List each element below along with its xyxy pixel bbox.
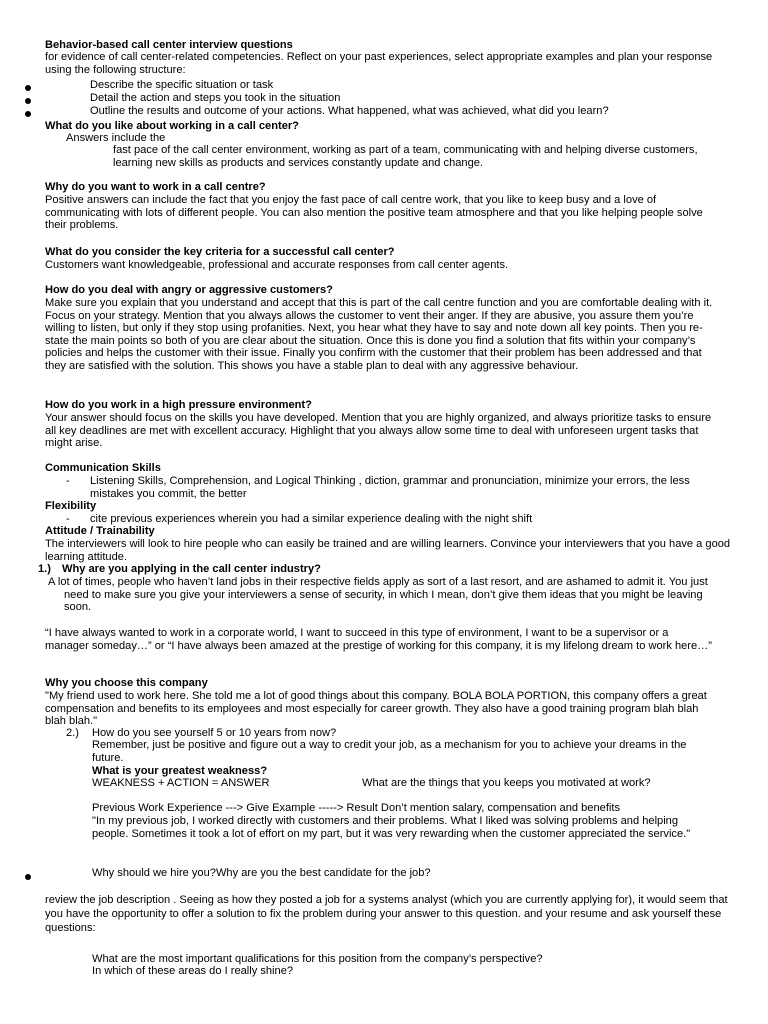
question-criteria: What do you consider the key criteria for a successful call center? [45,246,395,258]
answer-company: "My friend used to work here. She told me a lot of good things about this company. BOLA BOLA PORTION, this company offers a great compensation and benefits to its employees and most especially for career growth. They also have a good training program blah blah blah blah." [45,690,707,727]
bullet-icon [25,85,31,91]
dash-icon: - [66,475,70,487]
intro-bullet-3: Outline the results and outcome of your actions. What happened, what was achieved, what did you learn? [90,105,609,117]
answer-future: Remember, just be positive and figure out a way to credit your job, as a mechanism for you to achieve your dreams in the future. [92,739,687,764]
communication-text: Listening Skills, Comprehension, and Logical Thinking , diction, grammar and pronunciation, minimize your errors, the less mistakes you commit, the better [90,475,690,500]
dash-icon: - [66,513,70,525]
communication-title: Communication Skills [45,462,161,474]
question-like: What do you like about working in a call center? [45,120,299,132]
quote-previous-job: "In my previous job, I worked directly with customers and their problems. What I liked was solving problems and helping people. Sometimes it took a lot of effort on my part, but it was very rewarding when the customer appreciated the service." [92,815,691,840]
question-hire: Why should we hire you?Why are you the best candidate for the job? [92,867,431,879]
intro-text: for evidence of call center-related competencies. Reflect on your past experiences, select appropriate examples and plan your response using the following structure: [45,51,713,76]
question-future: How do you see yourself 5 or 10 years from now? [92,727,337,739]
answer-angry: Make sure you explain that you understand and accept that this is part of the call centre function and you are comfortable dealing with it. Focus on your strategy. Mention that you always allows the customer to vent their anger. If they are abusive, you assure them you’re willing to listen, but only if they stop using profanities. Next, you hear what they have to say and note down all key points. Then you re-state the main points so both of you are clear about the situation. Once this is done you find a solution that fits within your company’s policies and helps the customer with their issue. Finally you confirm with the customer that their problem has been addressed and that they are satisfied with the solution. This shows you have a stable plan to deal with any aggressive behaviour. [45,297,713,372]
weakness-formula: WEAKNESS + ACTION = ANSWER [92,777,270,789]
question-industry: Why are you applying in the call center industry? [62,563,321,575]
answer-like: fast pace of the call center environment, working as part of a team, communicating with and helping diverse customers, learning new skills as products and services constantly update and change. [113,144,698,169]
answer-criteria: Customers want knowledgeable, professional and accurate responses from call center agents. [45,259,509,271]
answer-pressure: Your answer should focus on the skills you have developed. Mention that you are highly organized, and always prioritize tasks to ensure all key deadlines are met with excellent accuracy. Highlight that you always allow some time to deal with unforeseen urgent tasks that might arise. [45,412,712,449]
flexibility-title: Flexibility [45,500,97,512]
question-why: Why do you want to work in a call centre? [45,181,266,193]
intro-bullet-2: Detail the action and steps you took in the situation [90,92,341,104]
question-pressure: How do you work in a high pressure environment? [45,399,312,411]
sub-question-2: In which of these areas do I really shine? [92,965,294,977]
question-company: Why you choose this company [45,677,208,689]
attitude-title: Attitude / Trainability [45,525,155,537]
intro-bullet-1: Describe the specific situation or task [90,79,274,91]
quote-industry: “I have always wanted to work in a corporate world, I want to succeed in this type of environment, I want to be a supervisor or a manager someday…” or “I have always been amazed at the prestige of working for this company, it is my lifelong dream to work here…” [45,627,712,652]
question-weakness: What is your greatest weakness? [92,765,268,777]
bullet-icon [25,874,31,880]
answer-hire: review the job description . Seeing as how they posted a job for a systems analyst (which you are currently applying for), it would seem that you have the opportunity to offer a solution to fix the problem during your answer to this question. and your resume and ask yourself these questions: [45,894,728,934]
previous-experience: Previous Work Experience ---> Give Example -----> Result Don’t mention salary, compensation and benefits [92,802,620,814]
bullet-icon [25,98,31,104]
question-number-2: 2.) [66,727,79,739]
question-angry: How do you deal with angry or aggressive customers? [45,284,333,296]
attitude-text: The interviewers will look to hire people who can easily be trained and are willing learners. Convince your interviewers that you have a good learning attitude. [45,538,731,563]
bullet-icon [25,111,31,117]
sub-question-1: What are the most important qualifications for this position from the company’s perspective? [92,953,543,965]
question-motivated: What are the things that you keeps you motivated at work? [362,777,651,789]
intro-title: Behavior-based call center interview questions [45,39,293,51]
answer-industry: A lot of times, people who haven’t land jobs in their respective fields apply as sort of a last resort, and are ashamed to admit it. You just need to make sure you give your interviewers a sense of security, in which I mean, don’t give them ideas that you might be leaving soon. [48,576,708,613]
question-number-1: 1.) [38,563,51,575]
answer-why: Positive answers can include the fact that you enjoy the fast pace of call centre work, that you like to keep busy and a love of communicating with lots of different people. You can also mention the positive team atmosphere and that you like helping people solve their problems. [45,194,703,231]
flexibility-text: cite previous experiences wherein you had a similar experience dealing with the night shift [90,513,533,525]
answers-label: Answers include the [66,132,166,144]
